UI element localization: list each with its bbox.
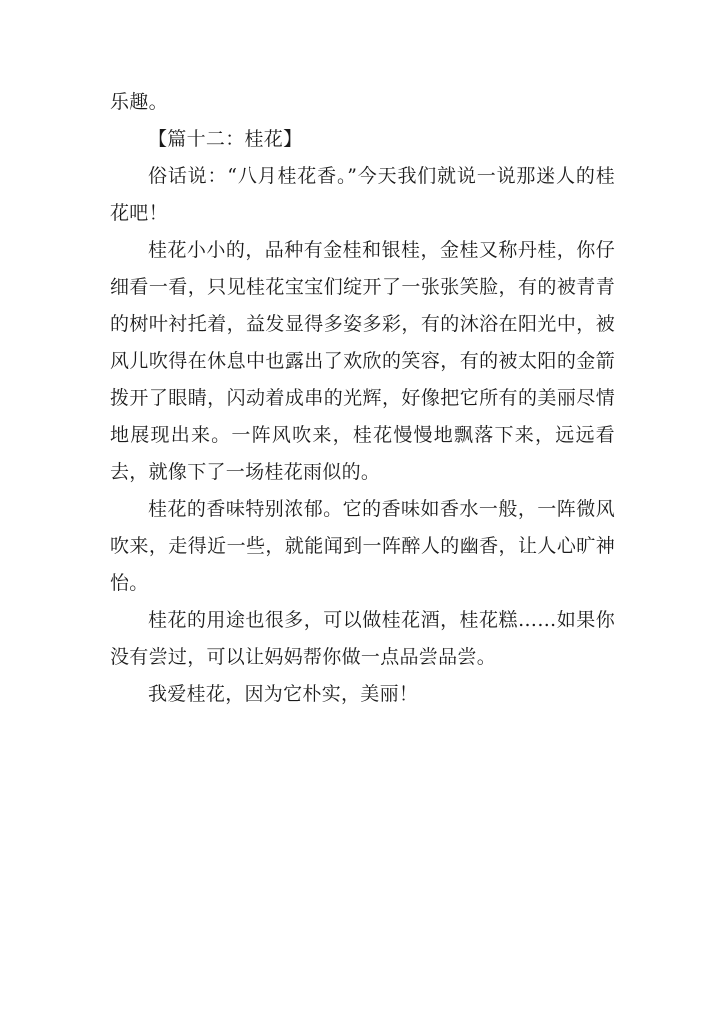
continuation-text: 乐趣。 [110, 91, 168, 113]
paragraph-appearance: 桂花小小的，品种有金桂和银桂，金桂又称丹桂，你仔细看一看，只见桂花宝宝们绽开了一张张笑脸，有的被青青的树叶衬托着，益发显得多姿多彩，有的沐浴在阳光中，被风儿吹得在休息中也露出了欢欣的笑容，有的被太阳的金箭拨开了眼睛，闪动着成串的光辉，好像把它所有的美丽尽情地展现出来。一阵风吹来，桂花慢慢地飘落下来，远远看去，就像下了一场桂花雨似的。 [110, 239, 615, 483]
paragraph-intro: 俗话说：“八月桂花香。”今天我们就说一说那迷人的桂花吧！ [110, 165, 615, 224]
section-heading: 【篇十二：桂花】 [148, 128, 303, 150]
document-body [110, 84, 615, 713]
paragraph-fragrance: 桂花的香味特别浓郁。它的香味如香水一般，一阵微风吹来，走得近一些，就能闻到一阵醉人的幽香，让人心旷神怡。 [110, 498, 615, 594]
paragraph-conclusion: 我爱桂花，因为它朴实，美丽！ [148, 683, 419, 705]
paragraph-uses: 桂花的用途也很多，可以做桂花酒，桂花糕……如果你没有尝过，可以让妈妈帮你做一点品尝品尝。 [110, 609, 615, 668]
